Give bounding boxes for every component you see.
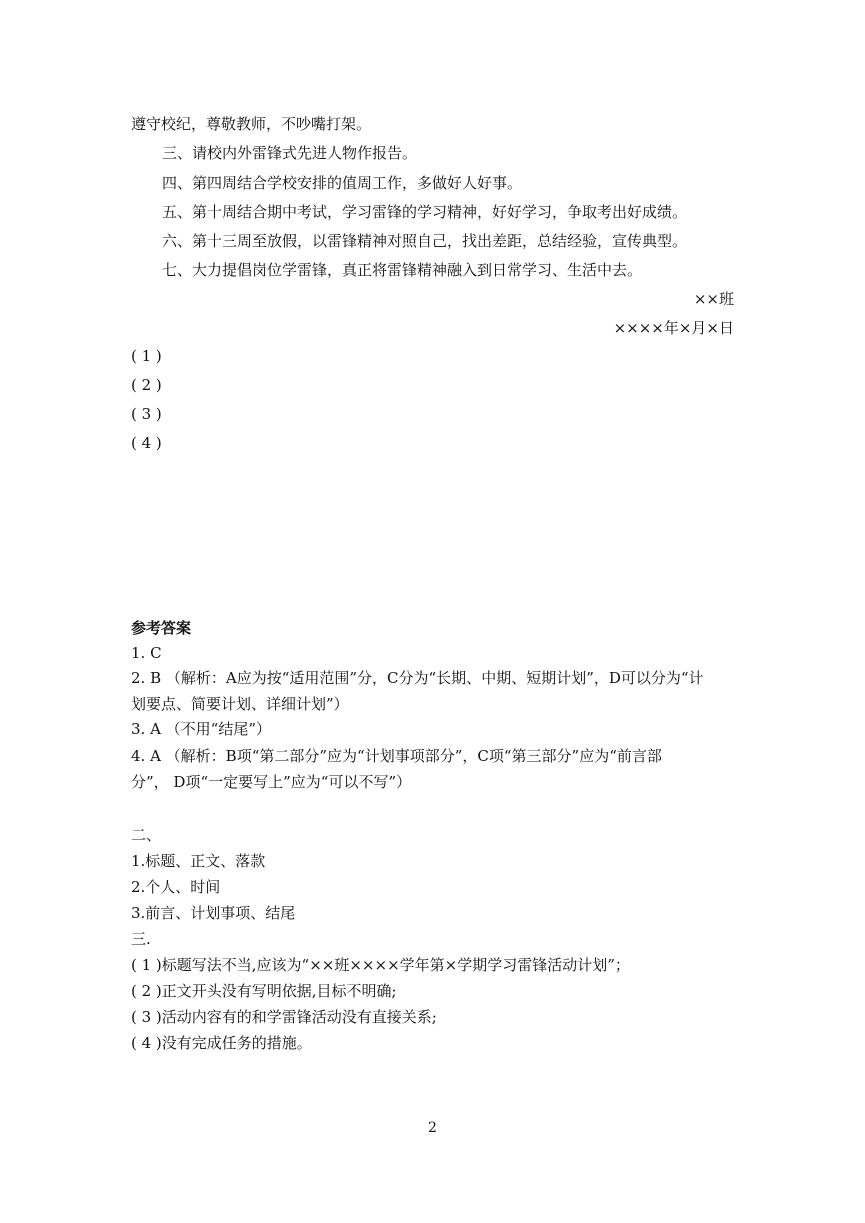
section-2-heading: 二、: [131, 826, 162, 844]
section-3-heading: 三.: [131, 930, 151, 948]
section-3-item-2: ( 2 )正文开头没有写明依据,目标不明确;: [131, 982, 397, 1000]
blank-item-1: ( 1 ): [131, 347, 162, 365]
answer-4-line-1: 4. A （解析：B项“第二部分”应为“计划事项部分”，C项“第三部分”应为“前言部: [131, 747, 662, 765]
section-2-item-3: 3.前言、计划事项、结尾: [131, 904, 296, 922]
answer-2-line-1: 2. B （解析：A应为按“适用范围”分，C分为“长期、中期、短期计划”，D可以分为“计: [131, 669, 704, 687]
list-item-3: 三、请校内外雷锋式先进人物作报告。: [162, 144, 418, 162]
blank-item-3: ( 3 ): [131, 405, 162, 423]
list-item-5: 五、第十周结合期中考试，学习雷锋的学习精神，好好学习，争取考出好成绩。: [162, 203, 688, 221]
answer-4-line-2: 分”， D项“一定要写上”应为“可以不写”）: [131, 773, 412, 791]
list-item-7: 七、大力提倡岗位学雷锋，真正将雷锋精神融入到日常学习、生活中去。: [162, 261, 643, 279]
list-item-6: 六、第十三周至放假，以雷锋精神对照自己，找出差距，总结经验，宣传典型。: [162, 232, 688, 250]
section-3-item-4: ( 4 )没有完成任务的措施。: [131, 1034, 312, 1052]
signature-date: ××××年×月×日: [613, 319, 734, 337]
answers-heading: 参考答案: [131, 619, 192, 637]
section-3-item-1: ( 1 )标题写法不当,应该为“××班××××学年第×学期学习雷锋活动计划”；: [131, 956, 630, 974]
page-number: 2: [428, 1120, 437, 1136]
signature-class: ××班: [693, 290, 734, 308]
section-2-item-1: 1.标题、正文、落款: [131, 852, 266, 870]
list-item-4: 四、第四周结合学校安排的值周工作，多做好人好事。: [162, 174, 523, 192]
blank-item-2: ( 2 ): [131, 376, 162, 394]
answer-3: 3. A （不用“结尾”）: [131, 720, 272, 738]
text-line: 遵守校纪，尊敬教师，不吵嘴打架。: [131, 115, 372, 133]
section-2-item-2: 2.个人、时间: [131, 878, 221, 896]
answer-2-line-2: 划要点、简要计划、详细计划”）: [131, 695, 349, 713]
blank-item-4: ( 4 ): [131, 434, 162, 452]
section-3-item-3: ( 3 )活动内容有的和学雷锋活动没有直接关系;: [131, 1008, 437, 1026]
answer-1: 1. C: [131, 644, 162, 662]
